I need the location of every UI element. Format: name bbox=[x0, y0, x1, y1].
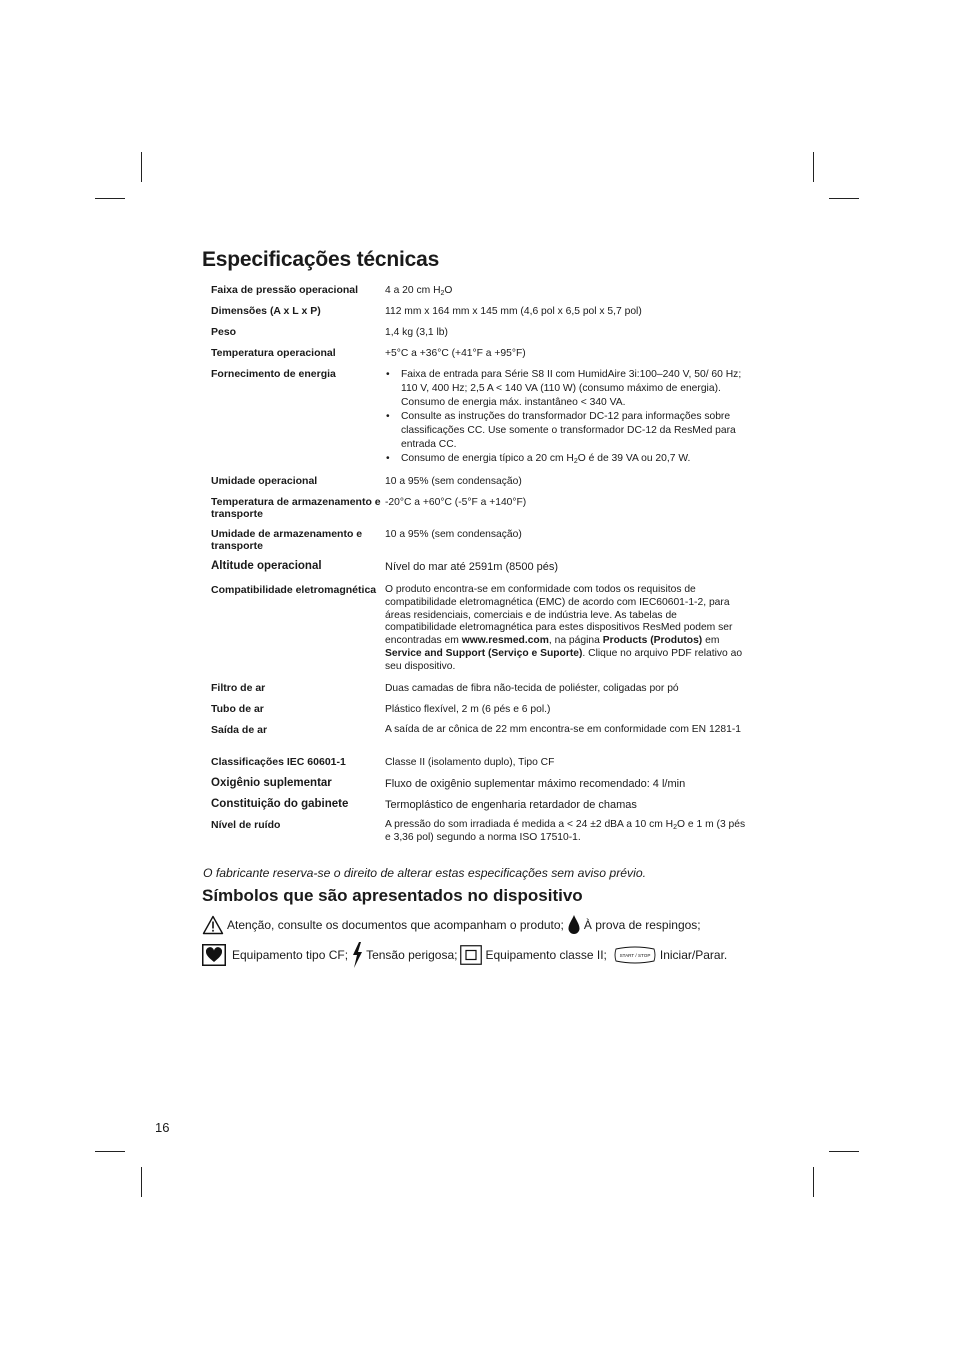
disclaimer-text: O fabricante reserva-se o direito de alterar estas especificações sem aviso prévio. bbox=[203, 866, 647, 880]
spec-row-iec bbox=[211, 757, 751, 778]
spec-value: -20°C a +60°C (-5°F a +140°F) bbox=[385, 497, 527, 508]
list-item: • Faixa de entrada para Série S8 II com HumidAire 3i:100–240 V, 50/ 60 Hz; 110 V, 400 Hz; 2,5 A < 140 VA (110 W) (consumo máximo de energia). Consumo de energia máx. instantâneo < 340 VA. bbox=[385, 368, 751, 410]
spec-label: Nível de ruído bbox=[211, 819, 281, 831]
spec-label: Oxigênio suplementar bbox=[211, 777, 332, 789]
crop-mark-bottom-left-h bbox=[95, 1151, 125, 1152]
list-item: • Consumo de energia típico a 20 cm $H_2O$ é de 39 VA ou 20,7 W. bbox=[385, 452, 751, 466]
startstop-text: Iniciar/Parar. bbox=[659, 948, 728, 962]
symbols-heading: Símbolos que são apresentados no dispositivo bbox=[202, 886, 583, 905]
spec-row-op-temp bbox=[211, 348, 751, 369]
spec-value: Plástico flexível, 2 m (6 pés e 6 pol.) bbox=[385, 704, 551, 715]
double-square-icon bbox=[460, 945, 482, 965]
spec-row-oxygen bbox=[211, 778, 751, 799]
resmed-link: www.resmed.com bbox=[461, 635, 549, 647]
page-number: 16 bbox=[155, 1120, 170, 1135]
spec-label: Constituição do gabinete bbox=[211, 798, 349, 810]
heart-icon bbox=[202, 944, 226, 966]
spec-row-storage-humidity bbox=[211, 529, 751, 561]
spec-value: Duas camadas de fibra não-tecida de poliéster, coligadas por pó bbox=[385, 683, 679, 694]
crop-mark-bottom-right-h bbox=[829, 1151, 859, 1152]
spec-label: Saída de ar bbox=[211, 724, 268, 736]
spec-row-op-humidity bbox=[211, 476, 751, 497]
spec-value bbox=[385, 368, 751, 466]
spec-value: O produto encontra-se em conformidade com todos os requisitos de compatibilidade eletromagnética (EMC) de acordo com IEC60601-1-2, para áreas residenciais, comerciais e de indústria leve. As tabelas de compatibilidade eletromagnética para estes dispositivos ResMed podem ser encontradas em www.resmed.com, na página Products (Produtos) em Service and Support (Serviço e Suporte). Clique no arquivo PDF relativo ao seu dispositivo. bbox=[385, 584, 743, 672]
spec-value: Termoplástico de engenharia retardador de chamas bbox=[385, 799, 637, 811]
specs-table bbox=[211, 285, 751, 850]
spec-label: Umidade de armazenamento e transporte bbox=[211, 528, 363, 552]
spec-row-air-tube bbox=[211, 704, 751, 725]
spec-value: 112 mm x 164 mm x 145 mm (4,6 pol x 6,5 pol x 5,7 pol) bbox=[385, 306, 642, 317]
crop-mark-top-left-v bbox=[141, 152, 142, 182]
spec-value: A saída de ar cônica de 22 mm encontra-se em conformidade com EN 1281-1 bbox=[385, 724, 742, 735]
crop-mark-top-right-h bbox=[829, 198, 859, 199]
spec-label: Peso bbox=[211, 326, 237, 338]
cf-text: Equipamento tipo CF; bbox=[232, 948, 349, 962]
spec-row-enclosure bbox=[211, 799, 751, 820]
attention-text: Atenção, consulte os documentos que acompanham o produto; bbox=[227, 918, 564, 932]
spec-label: Dimensões (A x L x P) bbox=[211, 305, 321, 317]
crop-mark-top-right-v bbox=[813, 152, 814, 182]
power-bullet-list bbox=[385, 368, 751, 466]
class2-text: Equipamento classe II; bbox=[485, 948, 607, 962]
page-title: Especificações técnicas bbox=[202, 248, 440, 271]
spec-label: Compatibilidade eletromagnética bbox=[211, 584, 377, 596]
spec-label: Temperatura de armazenamento e transporte bbox=[211, 496, 381, 520]
crop-mark-bottom-right-v bbox=[813, 1167, 814, 1197]
spec-row-emc bbox=[211, 585, 751, 683]
spec-value: +5°C a +36°C (+41°F a +95°F) bbox=[385, 348, 526, 359]
spec-label: Temperatura operacional bbox=[211, 347, 336, 359]
crop-mark-top-left-h bbox=[95, 198, 125, 199]
spec-row-storage-temp bbox=[211, 497, 751, 529]
spec-label: Fornecimento de energia bbox=[211, 368, 336, 380]
spec-row-air-filter bbox=[211, 683, 751, 704]
spec-label: Umidade operacional bbox=[211, 475, 318, 487]
spec-row-weight bbox=[211, 327, 751, 348]
symbols-line-2 bbox=[202, 942, 730, 968]
crop-mark-bottom-left-v bbox=[141, 1167, 142, 1197]
spec-value: Nível do mar até 2591m (8500 pés) bbox=[385, 561, 559, 573]
spec-label: Classificações IEC 60601-1 bbox=[211, 756, 346, 768]
spec-row-air-outlet bbox=[211, 725, 751, 757]
voltage-text: Tensão perigosa; bbox=[366, 948, 458, 962]
spec-value: Fluxo de oxigênio suplementar máximo recomendado: 4 l/min bbox=[385, 778, 686, 790]
spec-row-noise bbox=[211, 820, 751, 850]
spec-value: 10 a 95% (sem condensação) bbox=[385, 476, 522, 487]
water-drop-icon bbox=[567, 914, 581, 936]
spec-label: Tubo de ar bbox=[211, 703, 264, 715]
spec-row-pressure bbox=[211, 285, 751, 306]
warning-triangle-icon bbox=[202, 915, 224, 935]
start-stop-button-icon bbox=[613, 944, 657, 966]
spec-label: Filtro de ar bbox=[211, 682, 266, 694]
spec-row-power bbox=[211, 369, 751, 476]
lightning-icon bbox=[351, 942, 363, 968]
symbols-line-1 bbox=[202, 914, 704, 936]
spec-label: Faixa de pressão operacional bbox=[211, 284, 359, 296]
spec-label: Altitude operacional bbox=[211, 560, 322, 572]
spec-value: 10 a 95% (sem condensação) bbox=[385, 529, 522, 540]
spec-row-dimensions bbox=[211, 306, 751, 327]
list-item: • Consulte as instruções do transformador DC-12 para informações sobre classificações CC. Use somente o transformador DC-12 da ResMed para entrada CC. bbox=[385, 410, 751, 452]
spec-value: 4 a 20 cm $H_2O$ bbox=[385, 285, 453, 297]
spec-value: 1,4 kg (3,1 lb) bbox=[385, 327, 448, 338]
spec-value: A pressão do som irradiada é medida a < 24 ±2 dBA a 10 cm $H_2O$ e 1 m (3 pés e 3,36 pol) segundo a norma ISO 17510-1. bbox=[385, 819, 746, 843]
spec-value: Classe II (isolamento duplo), Tipo CF bbox=[385, 757, 555, 768]
spec-row-altitude bbox=[211, 561, 751, 585]
start-stop-label: START / STOP bbox=[619, 953, 651, 958]
splash-text: À prova de respingos; bbox=[583, 918, 701, 932]
